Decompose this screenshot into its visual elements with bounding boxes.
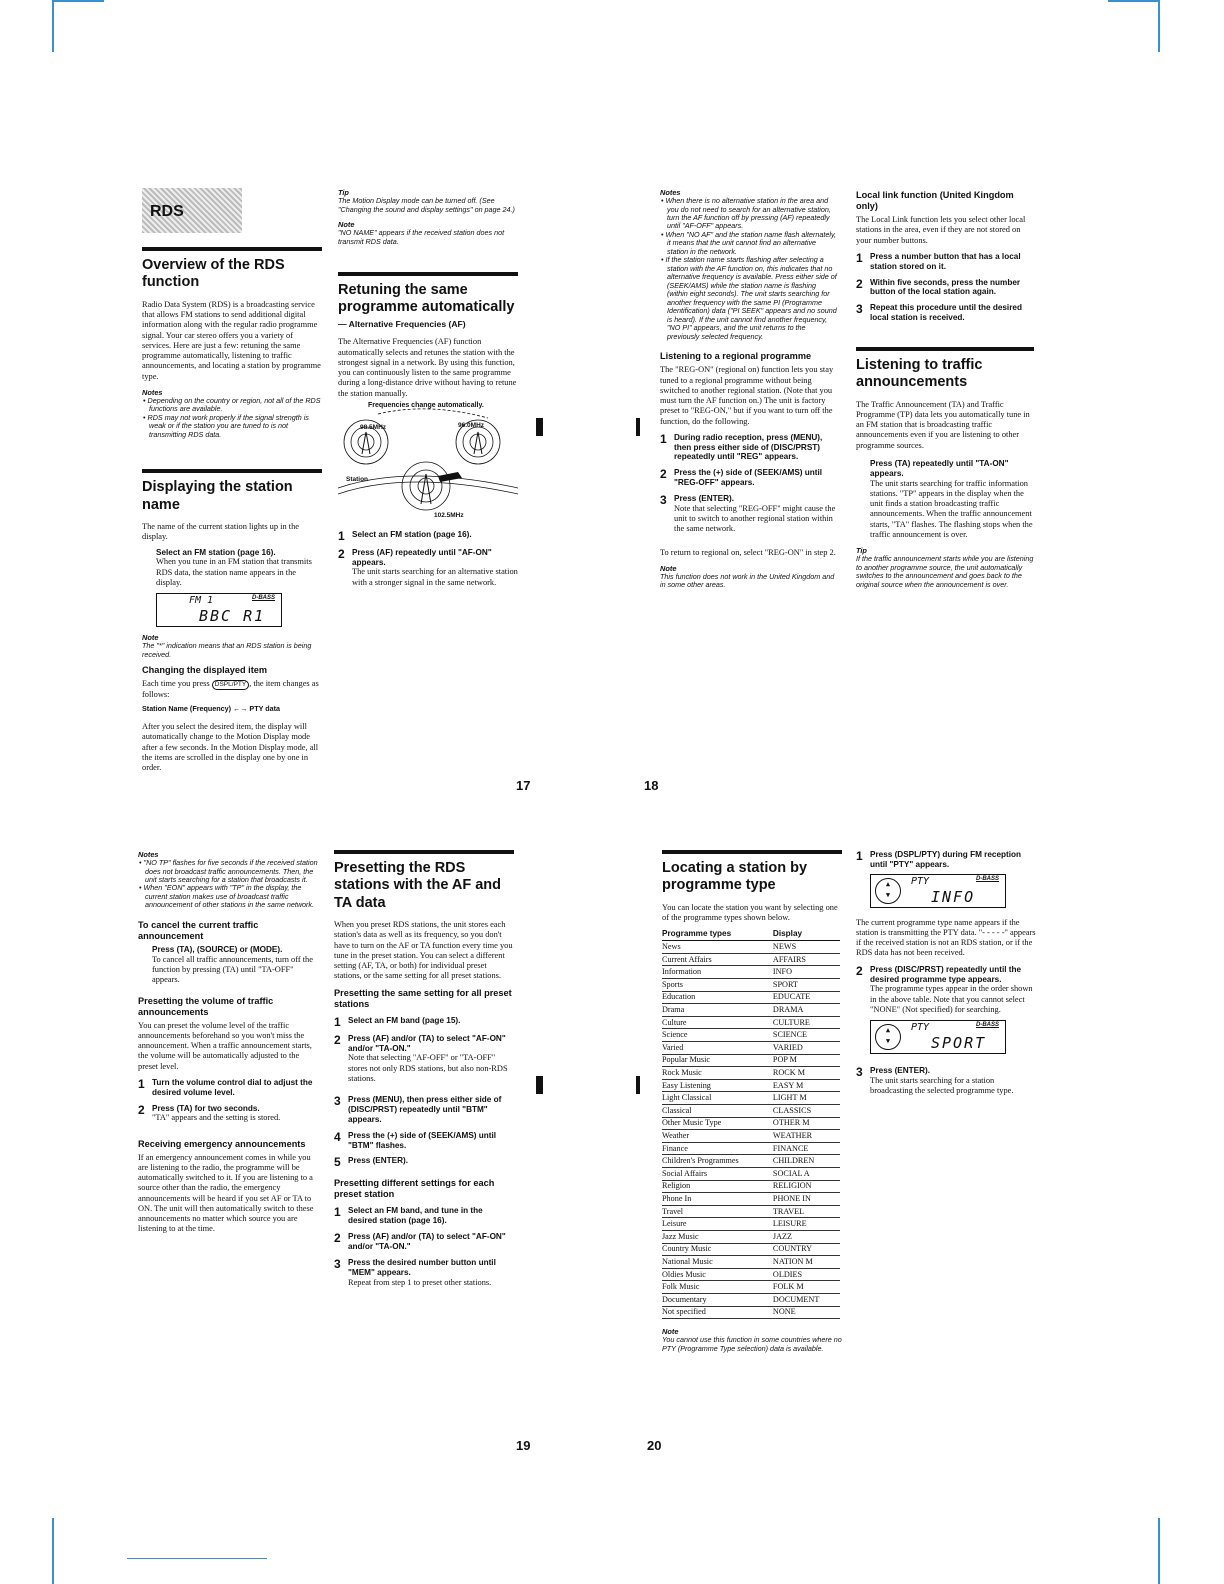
table-header: Programme types [662,928,773,941]
display-code-cell: NEWS [773,941,840,954]
programme-type-table [662,928,840,1319]
display-code-cell: NONE [773,1306,840,1319]
paragraph: Note that selecting "AF-OFF" or "TA-OFF" stores not only RDS stations, but also non-RDS stations. [348,1053,508,1083]
paragraph: When you preset RDS stations, the unit stores each station's data as well as its frequency, so you don't have to turn on the AF or TA function every time you tune in the preset station. You can select a different setting (AF, TA, or both) for individual preset stations, or the same setting for all preset stations. [334,920,513,981]
crop-mark [1158,1518,1160,1584]
crop-mark [52,1518,54,1584]
section-subtitle: — Alternative Frequencies (AF) [338,318,466,329]
display-code-cell: CULTURE [773,1016,840,1029]
display-code-cell: COUNTRY [773,1243,840,1256]
step: 1 Select an FM band, and tune in the desired station (page 16). [334,1206,514,1226]
table-body [662,941,840,1319]
step: 1 Select an FM station (page 16). [338,530,518,542]
table-row [662,1205,840,1218]
lcd-display [870,1020,1006,1054]
page20-column-1 [662,850,842,1359]
note-label: Note [338,220,355,229]
paragraph: "TA" appears and the setting is stored. [152,1113,281,1123]
instruction: Press (TA) for two seconds. [152,1103,260,1113]
lcd-line-2: INFO [931,887,976,906]
paragraph: You can preset the volume level of the traffic announcements beforehand so you won't miss the announcement. When a traffic announcement starts, the volume will be automatically adjusted to the preset level. [138,1020,312,1071]
step: 3 Press (ENTER). The unit starts searching for a station broadcasting the selected programme type. [856,1066,1036,1101]
instruction: Press the desired number button until "MEM" appears. [348,1257,496,1277]
table-row [662,1029,840,1042]
note-item: • When "EON" appears with "TP" in the display, the current station makes use of broadcast traffic announcement of other stations in the same network. [145,884,318,909]
section-heading: Overview of the RDS function [142,247,322,292]
programme-type-cell: Children's Programmes [662,1155,773,1168]
station-label: Station [346,475,369,483]
instruction: Select an FM station (page 16). [156,547,276,557]
subheading: To cancel the current traffic announcement [138,919,259,941]
programme-type-cell: Education [662,991,773,1004]
programme-type-cell: National Music [662,1256,773,1269]
display-code-cell: OTHER M [773,1117,840,1130]
step: 1 During radio reception, press (MENU), then press either side of (DISC/PRST) repeatedly until "REG" appears. [660,433,838,463]
note-item: • When "NO AF" and the station name flash alternately, it means that the unit cannot find an alternative station in the network. [667,231,838,256]
programme-type-cell: Travel [662,1205,773,1218]
programme-type-cell: Information [662,966,773,979]
programme-type-cell: Documentary [662,1293,773,1306]
table-row [662,1004,840,1017]
instruction: Press a number button that has a local station stored on it. [870,251,1021,271]
section-heading: Locating a station by programme type [662,850,842,895]
note-item: • "NO TP" flashes for five seconds if the received station does not broadcast traffic announcements. Then, the unit starts searching for a station that broadcasts it. [145,859,318,884]
table-row [662,1054,840,1067]
paragraph: If an emergency announcement comes in while you are listening to the radio, the programme will be automatically switched to it. If you are listening to a source other than the radio, the emergency announcements will be heard if you set AF or TA to ON. The unit will then automatically switch to these announcements no matter which source you are listening to at the time. [138,1152,314,1234]
table-row [662,1142,840,1155]
programme-type-cell: Rock Music [662,1067,773,1080]
instruction: Turn the volume control dial to adjust the desired volume level. [152,1077,313,1097]
section-heading: Retuning the same programme automatically [338,272,518,317]
page-number: 18 [644,778,659,793]
paragraph: To cancel all traffic announcements, turn off the function by pressing (TA) until "TA-OFF" appears. [152,954,313,985]
paragraph: The Local Link function lets you select other local stations in the area, even if they are not stored on your number buttons. [856,215,1026,245]
step: 1 Press a number button that has a local station stored on it. [856,252,1034,272]
tip-text: The Motion Display mode can be turned off. (See "Changing the sound and display settings" on page 24.) [338,196,515,214]
step: 2 Within five seconds, press the number button of the local station again. [856,278,1034,298]
programme-type-cell: Leisure [662,1218,773,1231]
dbass-indicator: D-BASS [251,595,275,602]
step: 4 Press the (+) side of (SEEK/AMS) until "BTM" flashes. [334,1131,514,1151]
tip-label: Tip [856,546,867,556]
page-number: 20 [647,1438,662,1453]
crop-mark [127,1558,267,1559]
crop-mark [52,0,54,52]
programme-type-cell: Easy Listening [662,1079,773,1092]
table-row [662,1306,840,1319]
af-diagram [338,401,518,524]
programme-type-cell: Jazz Music [662,1230,773,1243]
lcd-line-2: SPORT [931,1034,987,1053]
display-code-cell: FOLK M [773,1281,840,1294]
step: 3 Press the desired number button until "MEM" appears. Repeat from step 1 to preset other stations. [334,1258,514,1293]
instruction: Select an FM band, and tune in the desired station (page 16). [348,1206,483,1226]
table-row [662,1293,840,1306]
step: 2 Press (AF) and/or (TA) to select "AF-ON" and/or "TA-ON." [334,1232,514,1252]
table-header: Display [773,928,840,941]
display-code-cell: LEISURE [773,1218,840,1231]
page20-column-2 [856,850,1036,1105]
display-code-cell: DOCUMENT [773,1293,840,1306]
table-row [662,991,840,1004]
subheading: Changing the displayed item [142,665,268,676]
table-row [662,1117,840,1130]
instruction: Press (TA), (SOURCE) or (MODE). [152,945,283,954]
instruction: Press (AF) and/or (TA) to select "AF-ON" and/or "TA-ON." [348,1232,506,1251]
paragraph: When you tune in an FM station that transmits RDS data, the station name appears in the display. [156,557,312,587]
programme-type-cell: Other Music Type [662,1117,773,1130]
step: 2 Press (AF) repeatedly until "AF-ON" appears. The unit starts searching for an alternative station with a stronger signal in the same network. [338,546,518,587]
instruction: Press (DISC/PRST) repeatedly until the desired programme type appears. [870,964,1022,984]
paragraph: Note that selecting "REG-OFF" might cause the unit to switch to another regional station within the same network. [674,503,836,534]
step: 3 Repeat this procedure until the desired local station is received. [856,303,1034,323]
step: 1 Turn the volume control dial to adjust the desired volume level. [138,1078,318,1098]
table-row [662,1218,840,1231]
note-label: Note [662,1327,679,1337]
table-row [662,1281,840,1294]
registration-marker [536,1076,543,1094]
table-row [662,1268,840,1281]
display-code-cell: SCIENCE [773,1029,840,1042]
table-row [662,1230,840,1243]
paragraph: The Alternative Frequencies (AF) function automatically selects and retunes the station with the strongest signal in a network. By using this function, you can continuously listen to the same programme during a long-distance drive without having to retune the station manually. [338,337,517,398]
table-row [662,1079,840,1092]
paragraph [142,679,322,700]
instruction: Press (ENTER). [674,494,735,504]
display-code-cell: RELIGION [773,1180,840,1193]
programme-type-cell: Drama [662,1004,773,1017]
instruction: Repeat this procedure until the desired local station is received. [870,303,1022,323]
step: 2 Press the (+) side of (SEEK/AMS) until "REG-OFF" appears. [660,468,838,488]
programme-type-cell: Culture [662,1016,773,1029]
step: 1 Select an FM band (page 15). [334,1016,514,1028]
display-code-cell: SOCIAL A [773,1167,840,1180]
lcd-line-1: FM 1 [189,595,214,607]
table-row [662,1243,840,1256]
paragraph: Repeat from step 1 to preset other stations. [348,1277,492,1287]
display-code-cell: VARIED [773,1042,840,1055]
display-code-cell: JAZZ [773,1230,840,1243]
paragraph: The current programme type name appears if the station is transmitting the PTY data. "- - - - -" appears if the received station is not an RDS station, or if the RDS data has not been received. [856,917,1036,958]
sequence: Station Name (Frequency) ←→ PTY data [142,704,281,714]
programme-type-cell: Finance [662,1142,773,1155]
page18-column-2 [856,190,1034,595]
table-row [662,1105,840,1118]
section-heading: Listening to traffic announcements [856,347,1034,392]
notes-list [142,397,322,439]
instruction: Press (AF) repeatedly until "AF-ON" appears. [352,547,492,567]
table-row [662,941,840,954]
table-row [662,1256,840,1269]
notes-label: Notes [138,850,159,859]
table-row [662,1067,840,1080]
programme-type-cell: Popular Music [662,1054,773,1067]
programme-type-cell: Oldies Music [662,1268,773,1281]
display-code-cell: AFFAIRS [773,953,840,966]
page19-column-2 [334,850,514,1297]
display-code-cell: PHONE IN [773,1193,840,1206]
lcd-line-1: PTY [911,1022,930,1034]
paragraph: Radio Data System (RDS) is a broadcasting service that allows FM stations to send additional digital information along with the regular radio programme signal. Your car stereo offers you a variety of services. Here are just a few: retuning the same programme automatically, listening to traffic announcements, and locating a station by programme type. [142,299,321,381]
diagram-caption: Frequencies change automatically. [368,401,484,409]
tip-text: If the traffic announcement starts while you are listening to another programme source, the unit automatically switches to the announcement and goes back to the original source when the announcement is over. [856,554,1034,589]
lcd-line-2: BBC R1 [199,607,266,626]
programme-type-cell: News [662,941,773,954]
note-text: The "*" indication means that an RDS station is being received. [142,641,312,659]
step: 3 Press (MENU), then press either side of (DISC/PRST) repeatedly until "BTM" appears. [334,1095,514,1125]
programme-type-cell: Not specified [662,1306,773,1319]
programme-type-cell: Science [662,1029,773,1042]
note-text: "NO NAME" appears if the received station does not transmit RDS data. [338,228,505,246]
note-item: • Depending on the country or region, not all of the RDS functions are available. [149,397,322,414]
up-down-control-icon: ▲ ▼ [875,878,901,904]
crop-mark [1108,0,1160,2]
programme-type-cell: Light Classical [662,1092,773,1105]
programme-type-cell: Varied [662,1042,773,1055]
note-item: • If the station name starts flashing after selecting a station with the AF function on, this indicates that no alternative frequency is available. Press either side of (SEEK/AMS) while the station name is flashing (within eight seconds). The unit starts searching for another frequency with the same PI (Programme Identification) data ("PI SEEK" appears and no sound is heard). If the unit cannot find another frequency, "NO PI" appears, and the unit returns to the previously selected frequency. [667,256,838,341]
display-code-cell: INFO [773,966,840,979]
page18-column-1 [660,188,838,596]
table-row [662,1016,840,1029]
paragraph: The unit starts searching for traffic information stations. "TP" appears in the display when the unit finds a station broadcasting traffic announcements. When the traffic announcement starts, "TA" flashes. The flashing stops when the traffic announcement is over. [870,478,1033,539]
table-row [662,1155,840,1168]
table-row [662,1193,840,1206]
lcd-line-1: PTY [911,875,930,887]
display-code-cell: SPORT [773,979,840,992]
frequency-label: 98.5MHz [360,423,387,431]
page-number: 17 [516,778,531,793]
step: 2 Press (AF) and/or (TA) to select "AF-ON" and/or "TA-ON." Note that selecting "AF-OFF" or "TA-OFF" stores not only RDS stations, but also non-RDS stations. [334,1034,514,1089]
table-row [662,1092,840,1105]
registration-marker [636,1076,640,1094]
text: , the item changes as follows: [142,679,319,700]
programme-type-cell: Weather [662,1130,773,1143]
page-number: 19 [516,1438,531,1453]
paragraph: To return to regional on, select "REG-ON" in step 2. [660,547,836,557]
instruction: Within five seconds, press the number button of the local station again. [870,277,1021,297]
note-label: Note [142,633,159,643]
instruction: During radio reception, press (MENU), then press either side of (DISC/PRST) repeatedly until "REG" appears. [674,432,823,462]
instruction: Press (ENTER). [870,1066,931,1076]
programme-type-cell: Religion [662,1180,773,1193]
table-row [662,979,840,992]
subheading: Receiving emergency announcements [138,1138,306,1149]
tip-label: Tip [338,188,349,197]
display-code-cell: CHILDREN [773,1155,840,1168]
table-row [662,1180,840,1193]
af-diagram-graphic [338,401,518,524]
display-code-cell: EDUCATE [773,991,840,1004]
step: 2 Press (TA) for two seconds. "TA" appears and the setting is stored. [138,1104,318,1129]
section-heading: Displaying the station name [142,469,322,514]
table-row [662,1042,840,1055]
display-code-cell: LIGHT M [773,1092,840,1105]
table-row [662,1167,840,1180]
note-item: • RDS may not work properly if the signal strength is weak or if the station you are tuned to is not transmitting RDS data. [149,414,322,439]
notes-label: Notes [142,387,163,397]
display-code-cell: WEATHER [773,1130,840,1143]
table-row [662,966,840,979]
instruction: Press (ENTER). [348,1156,409,1166]
paragraph: You can locate the station you want by selecting one of the programme types shown below. [662,902,838,923]
page17-column-1 [142,188,322,778]
instruction: Press (AF) and/or (TA) to select "AF-ON" and/or "TA-ON." [348,1033,506,1053]
programme-type-cell: Folk Music [662,1281,773,1294]
programme-type-cell: Current Affairs [662,953,773,966]
subheading: Presetting different settings for each preset station [334,1178,495,1200]
table-row [662,953,840,966]
page19-column-1 [138,850,318,1240]
step: 1 Press (DSPL/PTY) during FM reception until "PTY" appears. ▲ ▼ PTY D-BASS INFO [856,850,1036,914]
crop-mark [1158,0,1160,52]
instruction: Press the (+) side of (SEEK/AMS) until "BTM" flashes. [348,1130,497,1150]
frequency-label: 102.5MHz [434,511,464,519]
subheading: Listening to a regional programme [660,351,812,362]
programme-type-cell: Social Affairs [662,1167,773,1180]
dbass-indicator: D-BASS [975,875,999,882]
text: Each time you press [142,679,210,689]
display-code-cell: POP M [773,1054,840,1067]
paragraph: The unit starts searching for an alternative station with a stronger signal in the same network. [352,567,518,587]
section-tab [142,188,242,233]
display-code-cell: CLASSICS [773,1105,840,1118]
step: 2 Press (DISC/PRST) repeatedly until the desired programme type appears. The programme types appear in the order shown in the above table. Note that you cannot select "NONE" (Not specified) for searching. ▲ ▼ PTY D-BASS SPORT [856,965,1036,1060]
table-row [662,1130,840,1143]
display-code-cell: EASY M [773,1079,840,1092]
programme-type-cell: Classical [662,1105,773,1118]
display-code-cell: NATION M [773,1256,840,1269]
programme-type-cell: Phone In [662,1193,773,1206]
page17-column-2 [338,188,518,597]
dspl-pty-key: DSPL/PTY [212,680,249,690]
step: 3 Press (ENTER). Note that selecting "REG-OFF" might cause the unit to switch to another regional station within the same network. [660,494,838,540]
note-label: Note [660,563,677,573]
instruction: Press (DSPL/PTY) during FM reception until "PTY" appears. [870,850,1022,869]
subheading: Presetting the volume of traffic announcements [138,995,274,1017]
section-tab-label: RDS [150,203,184,220]
programme-type-cell: Country Music [662,1243,773,1256]
display-code-cell: FINANCE [773,1142,840,1155]
instruction: Press (TA) repeatedly until "TA-ON" appears. [870,458,1009,478]
lcd-display [870,874,1006,908]
subheading: Local link function (United Kingdom only) [856,190,1014,212]
registration-marker [636,418,640,436]
programme-type-cell: Sports [662,979,773,992]
frequency-label: 96.0MHz [458,421,485,429]
notes-list [138,859,318,910]
paragraph: The unit starts searching for a station broadcasting the selected programme type. [870,1075,1014,1096]
instruction: Select an FM band (page 15). [348,1015,461,1025]
registration-marker [536,418,543,436]
instruction: Select an FM station (page 16). [352,529,472,539]
instruction: Press the (+) side of (SEEK/AMS) until "REG-OFF" appears. [674,468,823,488]
notes-list [660,197,838,341]
step: 5 Press (ENTER). [334,1156,514,1168]
display-code-cell: TRAVEL [773,1205,840,1218]
dbass-indicator: D-BASS [975,1022,999,1029]
section-heading: Presetting the RDS stations with the AF and TA data [334,850,514,912]
paragraph: After you select the desired item, the display will automatically change to the Motion Display mode after a few seconds. In the Motion Display mode, all the items are scrolled in the display one by one in order. [142,722,319,773]
note-text: You cannot use this function in some countries where no PTY (Programme Type selection) data is available. [662,1335,842,1353]
lcd-display [156,593,282,627]
paragraph: The "REG-ON" (regional on) function lets you stay tuned to a regional programme without being switched to another regional station. (Note that you must turn the AF function on.) The unit is factory preset to "REG-ON," but if you want to turn off the function, do the following. [660,365,834,426]
display-code-cell: ROCK M [773,1067,840,1080]
paragraph: The Traffic Announcement (TA) and Traffic Programme (TP) data lets you automatically tune in an FM station that is broadcasting traffic announcements even if you are listening to other programme sources. [856,399,1030,450]
note-text: This function does not work in the United Kingdom and in some other areas. [660,571,835,590]
up-down-control-icon: ▲ ▼ [875,1024,901,1050]
crop-mark [52,0,104,2]
display-code-cell: OLDIES [773,1268,840,1281]
instruction: Press (MENU), then press either side of (DISC/PRST) repeatedly until "BTM" appears. [348,1095,502,1124]
notes-label: Notes [660,188,681,197]
paragraph: The name of the current station lights up in the display. [142,522,299,542]
subheading: Presetting the same setting for all preset stations [334,987,512,1009]
paragraph: The programme types appear in the order shown in the above table. Note that you cannot select "NONE" (Not specified) for searching. [870,984,1033,1014]
display-code-cell: DRAMA [773,1004,840,1017]
note-item: • When there is no alternative station in the area and you do not need to search for an alternative station, turn the AF function off by pressing (AF) repeatedly until "AF-OFF" appears. [667,197,838,231]
